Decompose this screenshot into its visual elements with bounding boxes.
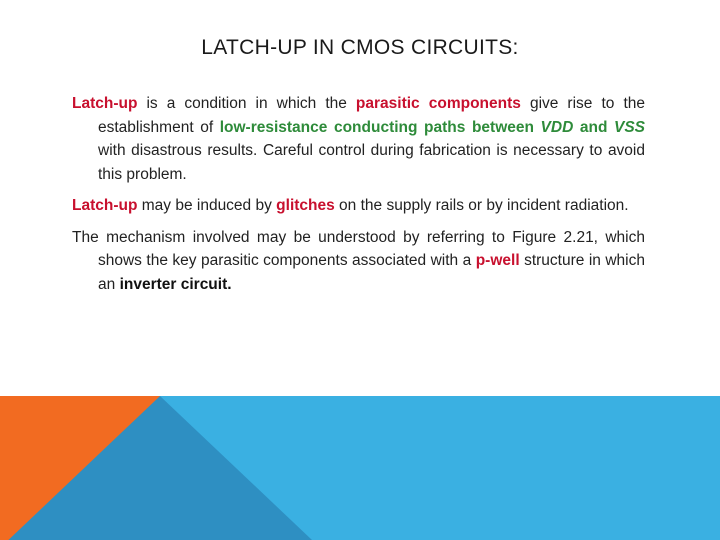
slide-body: [72, 92, 645, 304]
decorative-footer-shapes: [0, 396, 720, 540]
term-glitches: glitches: [276, 197, 335, 214]
text-and: and: [573, 118, 614, 136]
paragraph-latchup-definition: [72, 92, 645, 186]
text-run: with disastrous results. Careful control during fabrication is necessary to avoid this problem.: [98, 142, 645, 183]
term-p-well: p-well: [475, 252, 520, 269]
text-run: The mechanism involved may be understood by referring to Figure 2.21, which shows the key parasitic components associated with a: [72, 228, 645, 269]
term-low-resistance-paths: low-resistance conducting paths between: [219, 118, 534, 136]
text-run: [534, 119, 541, 136]
paragraph-latchup-causes: [72, 194, 645, 218]
term-latch-up: Latch-up: [72, 95, 138, 112]
term-inverter-circuit: inverter circuit.: [119, 275, 232, 293]
text-run: structure in which an: [98, 252, 645, 293]
term-latch-up: Latch-up: [72, 197, 138, 214]
text-run: is a condition in which the: [137, 95, 356, 112]
text-run: give rise to the establishment of: [98, 95, 645, 136]
term-vss: VSS: [613, 118, 645, 136]
paragraph-mechanism: [72, 226, 645, 297]
text-run: may be induced by: [137, 197, 277, 214]
slide-title: LATCH-UP IN CMOS CIRCUITS:: [201, 36, 519, 59]
term-parasitic-components: parasitic components: [355, 95, 521, 112]
text-run: on the supply rails or by incident radiation.: [334, 197, 629, 214]
term-vdd: VDD: [540, 118, 574, 136]
